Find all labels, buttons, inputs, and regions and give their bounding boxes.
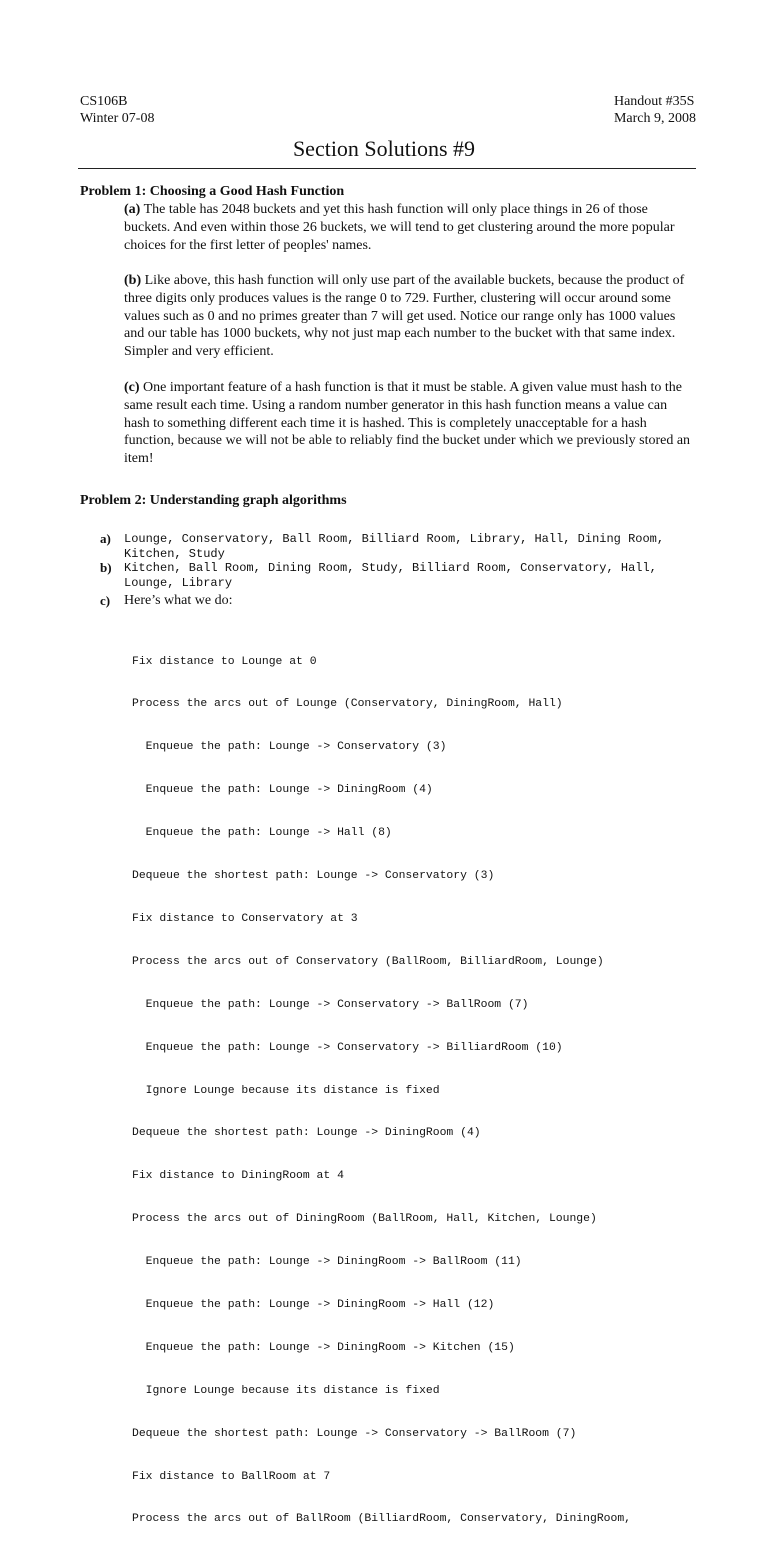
trace-line: Ignore Lounge because its distance is fixed (132, 1084, 440, 1097)
trace-line: Fix distance to BallRoom at 7 (132, 1470, 331, 1483)
trace-line: Dequeue the shortest path: Lounge -> Conservatory -> BallRoom (7) (132, 1427, 577, 1440)
answer-label: b) (100, 560, 112, 575)
problem1-heading: Problem 1: Choosing a Good Hash Function (80, 184, 345, 199)
trace-line: Dequeue the shortest path: Lounge -> Conservatory (3) (132, 870, 495, 883)
handout-date: March 9, 2008 (613, 111, 696, 126)
trace-line: Ignore Lounge because its distance is fixed (132, 1384, 440, 1397)
trace-line: Process the arcs out of DiningRoom (BallRoom, Hall, Kitchen, Lounge) (132, 1213, 597, 1226)
trace-line: Enqueue the path: Lounge -> Conservatory (3) (132, 741, 447, 754)
answer-text: Here’s what we do: (124, 593, 233, 608)
term: Winter 07-08 (80, 111, 155, 126)
problem1-part-a (124, 201, 696, 254)
trace-line: Enqueue the path: Lounge -> Conservatory -> BallRoom (7) (132, 998, 529, 1011)
trace-line: Fix distance to Conservatory at 3 (132, 912, 358, 925)
trace-line: Fix distance to DiningRoom at 4 (132, 1170, 344, 1183)
trace-line: Enqueue the path: Lounge -> Hall (8) (132, 827, 392, 840)
problem2-heading: Problem 2: Understanding graph algorithms (80, 493, 347, 508)
header-right (614, 93, 696, 127)
part-text: One important feature of a hash function is that it must be stable. A given value must hash to the same result each time. Using a random number generator in this hash function means a value can hash to something different each time it is hashed. This is completely unacceptable for a hash function, because we will not be able to reliably find the bucket under which we previously stored an item! (124, 380, 691, 467)
trace-line: Enqueue the path: Lounge -> Conservatory -> BilliardRoom (10) (132, 1041, 563, 1054)
trace-line: Enqueue the path: Lounge -> DiningRoom -> BallRoom (11) (132, 1256, 522, 1269)
answer-text: Kitchen, Ball Room, Dining Room, Study, Billiard Room, Conservatory, Hall, Lounge, Library (124, 561, 657, 590)
answer-text: Lounge, Conservatory, Ball Room, Billiard Room, Library, Hall, Dining Room, Kitchen, Study (124, 532, 665, 561)
page-title: Section Solutions #9 (292, 136, 476, 161)
trace-line: Process the arcs out of BallRoom (BilliardRoom, Conservatory, DiningRoom, (132, 1513, 631, 1526)
answer-c (100, 594, 700, 609)
trace-line: Process the arcs out of Lounge (Conservatory, DiningRoom, Hall) (132, 698, 563, 711)
part-label: (c) (124, 380, 140, 395)
header-left (80, 93, 154, 127)
trace-line: Enqueue the path: Lounge -> DiningRoom (4) (132, 784, 433, 797)
title-divider (78, 168, 696, 169)
problem1-part-c (124, 379, 696, 468)
trace-line: Enqueue the path: Lounge -> DiningRoom -> Kitchen (15) (132, 1341, 515, 1354)
part-text: The table has 2048 buckets and yet this hash function will only place things in 26 of those buckets. And even within those 26 buckets, we will tend to get clustering around the more popular choices for the first letter of peoples' names. (124, 202, 675, 253)
part-text: Like above, this hash function will only use part of the available buckets, because the product of three digits only produces values is the range 0 to 729. Further, clustering will occur around some values such as 0 and no primes greater than 7 will get used. Notice our range only has 1000 values and our table has 1000 buckets, why not just map each number to the bucket with that same index. Simpler and very efficient. (124, 273, 685, 360)
answer-a (100, 532, 700, 561)
course-code: CS106B (80, 94, 128, 109)
answer-label: c) (100, 593, 111, 608)
answer-b (100, 561, 700, 590)
problem1-part-b (124, 272, 696, 361)
trace-line: Fix distance to Lounge at 0 (132, 655, 317, 668)
handout-number: Handout #35S (613, 94, 695, 109)
part-label: (b) (124, 273, 142, 288)
trace-line: Dequeue the shortest path: Lounge -> DiningRoom (4) (132, 1127, 481, 1140)
problem2-answers (100, 532, 700, 609)
answer-label: a) (100, 531, 111, 546)
trace-line: Enqueue the path: Lounge -> DiningRoom -> Hall (12) (132, 1298, 495, 1311)
trace-line: Process the arcs out of Conservatory (BallRoom, BilliardRoom, Lounge) (132, 955, 604, 968)
dijkstra-trace (132, 626, 631, 1555)
part-label: (a) (124, 202, 141, 217)
